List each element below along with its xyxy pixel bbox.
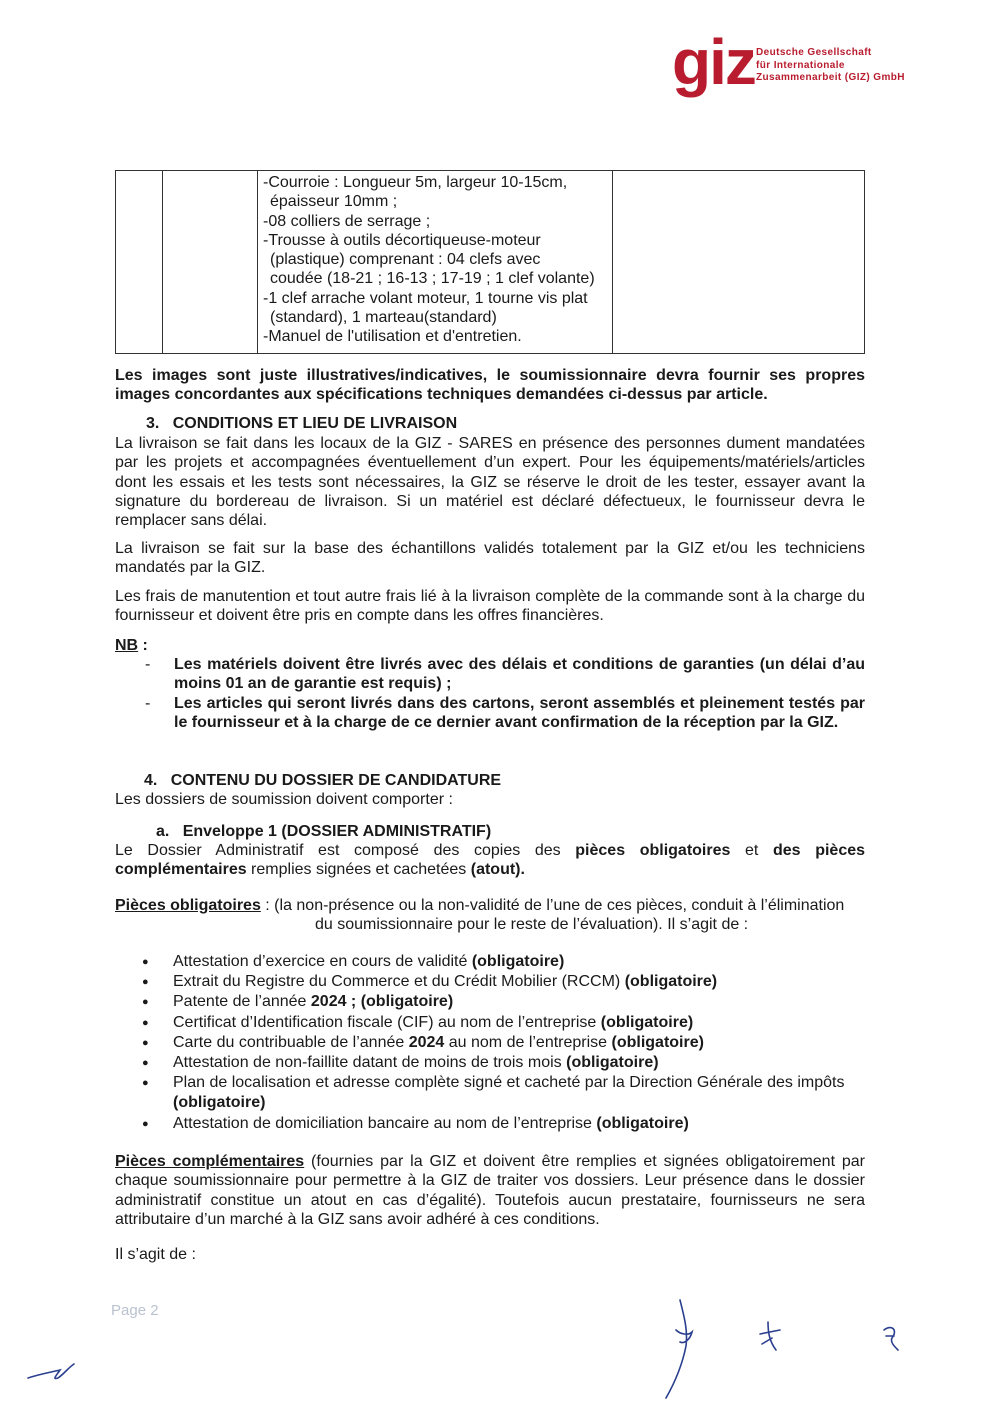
initial-vertical-stroke [666, 1300, 692, 1398]
nb-item-2-text: Les articles qui seront livrés dans des cartons, seront assemblés et pleinement testés par le fournisseur et à la charge de ce dernier avant confirmation de la réception par la GIZ. [174, 695, 865, 732]
obligatory-pieces-text-2: du soumissionnaire pour le reste de l’évaluation). Il s’agit de : [315, 916, 749, 933]
list-item-text: au nom de l’entreprise [444, 1033, 612, 1051]
list-item-bold: (obligatoire) [566, 1054, 659, 1072]
spec-line: -08 colliers de serrage ; [263, 212, 431, 230]
list-item-text: Certificat d’Identification fiscale (CIF) au nom de l’entreprise [173, 1013, 601, 1031]
section-3-number: 3. [146, 415, 160, 432]
dossier-bold-1: pièces obligatoires [575, 842, 731, 859]
nb-item-1-text: Les matériels doivent être livrés avec des délais et conditions de garanties (un délai d’au moins 01 an de garantie est requis) ; [174, 656, 865, 693]
list-item-bold: 2024 [408, 1033, 445, 1051]
list-item-bold: 2024 ; (obligatoire) [310, 993, 454, 1011]
dash-marker: - [145, 656, 151, 673]
list-item-text: Attestation de non-faillite datant de moins de trois mois [173, 1054, 567, 1072]
list-item-text: Attestation de domiciliation bancaire au nom de l’entreprise [173, 1114, 597, 1132]
dossier-bold-2: des pièces complémentaires [115, 842, 866, 879]
page-number: Page 2 [111, 1302, 159, 1319]
list-item-bold: (obligatoire) [611, 1033, 704, 1051]
section-4-number: 4. [144, 772, 158, 789]
initial-left-scribble [28, 1364, 74, 1379]
logo-line-2: für Internationale [756, 59, 845, 71]
dossier-text-3: remplies signées et cachetées [246, 861, 471, 879]
spec-line: -Courroie : Longueur 5m, largeur 10-15cm, [263, 174, 568, 191]
dossier-bold-3: (atout). [470, 861, 525, 879]
list-item-bold: (obligatoire) [624, 973, 718, 991]
nb-label-text: NB [115, 637, 139, 654]
nb-colon: : [138, 637, 148, 654]
section-3-paragraph-3: Les frais de manutention et tout autre frais lié à la livraison complète de la commande sont à la charge du fournisseur et doivent être pris en compte dans les offres financières. [115, 588, 865, 625]
giz-logo-mark: giz [672, 26, 755, 98]
section-3-title: CONDITIONS ET LIEU DE LIVRAISON [172, 415, 458, 432]
obligatory-pieces-text-1: : (la non-présence ou la non-validité de l’une de ces pièces, conduit à l’élimination [260, 897, 845, 914]
list-item-text: Patente de l’année [173, 993, 311, 1011]
initial-cross-mark [760, 1322, 780, 1350]
list-item-text: Attestation d’exercice en cours de validité [173, 953, 472, 970]
spec-line: (plastique) comprenant : 04 clefs avec [270, 251, 541, 269]
dossier-text-1: Le Dossier Administratif est composé des copies des [115, 842, 576, 859]
list-item-bold: (obligatoire) [596, 1114, 689, 1132]
obligatory-pieces-label: Pièces obligatoires [115, 897, 261, 914]
list-item-text: Carte du contribuable de l’année [173, 1033, 409, 1051]
logo-line-1: Deutsche Gesellschaft [756, 47, 872, 58]
initial-right-mark [884, 1328, 898, 1350]
dash-marker: - [145, 695, 151, 712]
spec-line: coudée (18-21 ; 16-13 ; 17-19 ; 1 clef volante) [270, 270, 595, 288]
spec-line: (standard), 1 marteau(standard) [270, 309, 497, 327]
section-4-title: CONTENU DU DOSSIER DE CANDIDATURE [170, 772, 502, 789]
section-3-paragraph-2: La livraison se fait sur la base des échantillons validés totalement par la GIZ et/ou les techniciens mandatés par la GIZ. [115, 540, 865, 577]
images-notice: Les images sont juste illustratives/indicatives, le soumissionnaire devra fournir ses propres images concordantes aux spécifications techniques demandées ci-dessus par article. [115, 367, 865, 404]
list-item-text: Extrait du Registre du Commerce et du Crédit Mobilier (RCCM) [173, 973, 625, 991]
complementary-pieces-text: (fournies par la GIZ et doivent être remplies et signées obligatoirement par chaque soumissionnaire pour permettre à la GIZ de traiter vos dossiers. Leur présence dans le dossier administratif constitue un atout en cas d’égalité). Toutefois aucun prestataire, fournisseurs ne sera attributaire d’un marché à la GIZ sans avoir adhéré à ces conditions. [115, 1153, 865, 1228]
list-item-text: Plan de localisation et adresse complète signé et cacheté par la Direction Générale des impôts [173, 1074, 845, 1092]
section-4-intro: Les dossiers de soumission doivent comporter : [115, 791, 453, 808]
complementary-pieces-label: Pièces complémentaires [115, 1153, 305, 1170]
list-item-bold: (obligatoire) [600, 1013, 694, 1031]
il-sagit-de: Il s’agit de : [115, 1246, 196, 1263]
list-item-bold: (obligatoire) [471, 953, 565, 970]
logo-line-3: Zusammenarbeit (GIZ) GmbH [756, 72, 905, 83]
subsection-a-title: Enveloppe 1 (DOSSIER ADMINISTRATIF) [182, 823, 492, 840]
spec-line: -Trousse à outils décortiqueuse-moteur [263, 231, 541, 249]
dossier-text-2: et [730, 842, 773, 859]
spec-line: -1 clef arrache volant moteur, 1 tourne vis plat [263, 289, 588, 307]
section-3-paragraph-1: La livraison se fait dans les locaux de la GIZ - SARES en présence des personnes dument mandatées par les projets et accompagnées éventuellement d’un expert. Pour les équipements/matériels/articles dont les essais et les tests sont nécessaires, la GIZ se réserve le droit de les tester, essayer avant la signature du bordereau de livraison. Si un matériel est déclaré défectueux, le fournisseur devra le remplacer sans délai. [115, 435, 865, 530]
spec-line: épaisseur 10mm ; [270, 193, 398, 211]
spec-line: -Manuel de l'utilisation et d'entretien. [263, 328, 522, 346]
subsection-a-letter: a. [156, 823, 170, 840]
list-item-bold: (obligatoire) [173, 1094, 266, 1112]
